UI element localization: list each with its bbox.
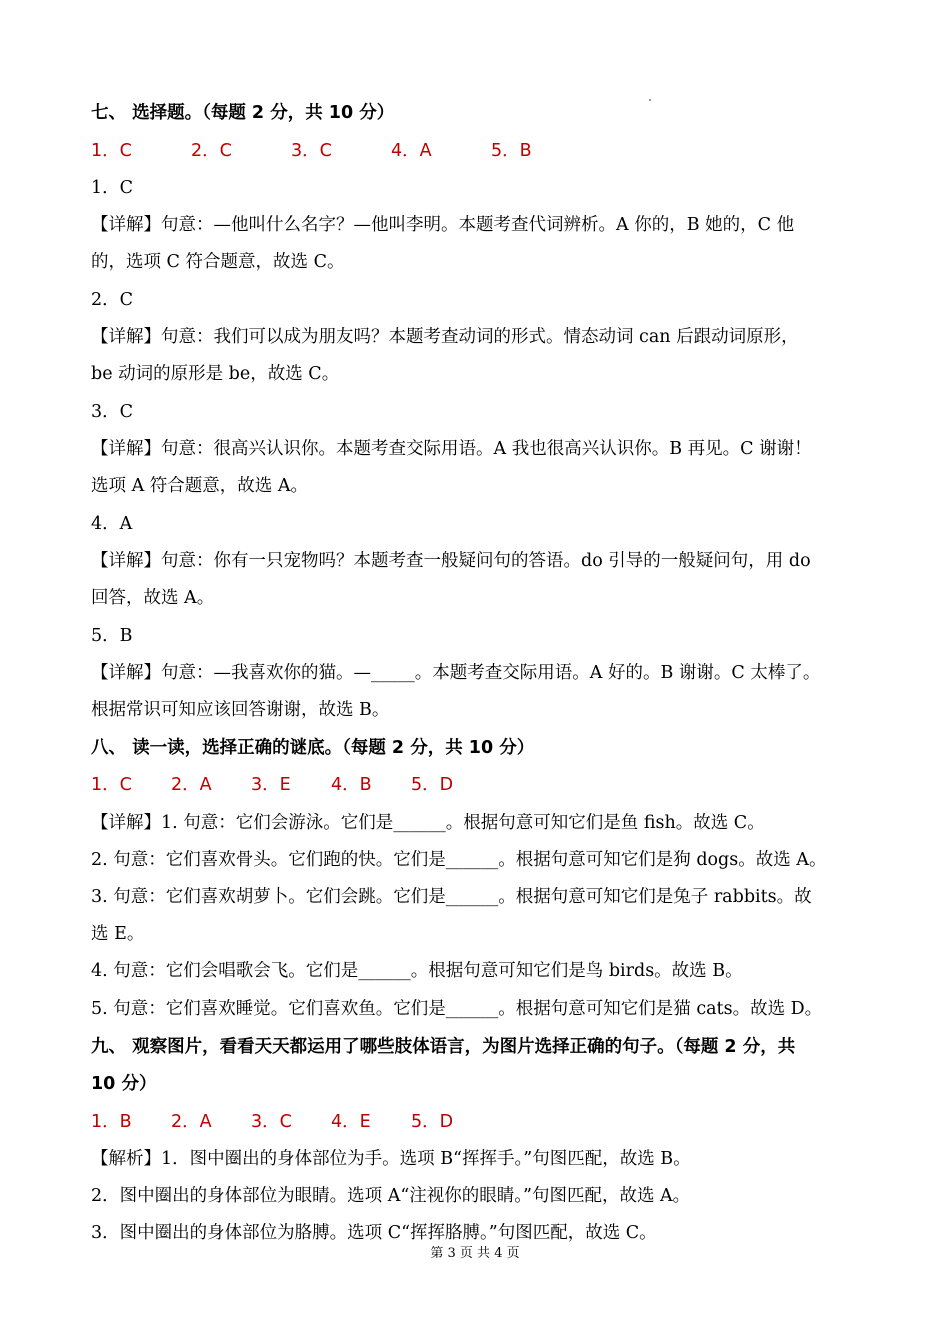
explanation-line: 回答，故选 A。	[91, 588, 215, 608]
section-8-answer-key	[91, 773, 864, 797]
section-7-answer-key	[91, 139, 864, 163]
answer: 1．B	[91, 1112, 132, 1132]
explanation-line: 5. 句意：它们喜欢睡觉。它们喜欢鱼。它们是______。根据句意可知它们是猫 cats。故选 D。	[91, 999, 823, 1019]
answer: 2．A	[171, 775, 212, 795]
explanation-line: 【详解】句意：—我喜欢你的猫。—_____。本题考查交际用语。A 好的。B 谢谢。C 太棒了。	[91, 663, 821, 683]
explanation-line: 【详解】句意：你有一只宠物吗？本题考查一般疑问句的答语。do 引导的一般疑问句，用 do	[91, 551, 811, 571]
explanation-line: 【详解】句意：—他叫什么名字？—他叫李明。本题考查代词辨析。A 你的，B 她的，C 他	[91, 215, 795, 235]
explanation-line: 【详解】句意：很高兴认识你。本题考查交际用语。A 我也很高兴认识你。B 再见。C 谢谢！	[91, 439, 812, 459]
section-8-heading: 八、 读一读，选择正确的谜底。（每题 2 分，共 10 分）	[91, 738, 535, 758]
section-9-heading: 九、 观察图片，看看天天都运用了哪些肢体语言，为图片选择正确的句子。（每题 2 分，共	[91, 1037, 796, 1057]
answer: 4．A	[391, 141, 432, 161]
answer: 5．D	[411, 775, 454, 795]
explanation-line: 4. 句意：它们会唱歌会飞。它们是______。根据句意可知它们是鸟 birds。故选 B。	[91, 961, 743, 981]
explanation-line: 3．图中圈出的身体部位为胳膊。选项 C“挥挥胳膊。”句图匹配，故选 C。	[91, 1223, 657, 1243]
explanation-line: 选 E。	[91, 924, 145, 944]
item-number: 2．C	[91, 290, 134, 310]
explanation-line: 3. 句意：它们喜欢胡萝卜。它们会跳。它们是______。根据句意可知它们是兔子 rabbits。故	[91, 887, 812, 907]
section-9-answer-key	[91, 1110, 864, 1134]
answer: 5．D	[411, 1112, 454, 1132]
answer: 5．B	[491, 141, 532, 161]
answer: 3．C	[251, 1112, 292, 1132]
section-7-heading: 七、 选择题。（每题 2 分，共 10 分）	[91, 103, 395, 123]
answer: 1．C	[91, 141, 132, 161]
section-9-heading-cont: 10 分）	[91, 1074, 157, 1094]
answer: 4．B	[331, 775, 372, 795]
page-footer: 第 3 页 共 4 页	[430, 1246, 520, 1261]
explanation-line: 选项 A 符合题意，故选 A。	[91, 476, 308, 496]
answer: 4．E	[331, 1112, 371, 1132]
answer: 1．C	[91, 775, 132, 795]
answer: 2．A	[171, 1112, 212, 1132]
answer: 2．C	[191, 141, 232, 161]
item-number: 5．B	[91, 626, 133, 646]
explanation-line: 【详解】1. 句意：它们会游泳。它们是______。根据句意可知它们是鱼 fish。故选 C。	[91, 813, 765, 833]
answer: 3．E	[251, 775, 291, 795]
item-number: 1．C	[91, 178, 134, 198]
explanation-line: 【详解】句意：我们可以成为朋友吗？本题考查动词的形式。情态动词 can 后跟动词原形，	[91, 327, 799, 347]
explanation-line: 2. 句意：它们喜欢骨头。它们跑的快。它们是______。根据句意可知它们是狗 dogs。故选 A。	[91, 850, 827, 870]
explanation-line: 根据常识可知应该回答谢谢，故选 B。	[91, 700, 390, 720]
explanation-line: 的，选项 C 符合题意，故选 C。	[91, 252, 345, 272]
explanation-line: 2．图中圈出的身体部位为眼睛。选项 A“注视你的眼睛。”句图匹配，故选 A。	[91, 1186, 691, 1206]
item-number: 3．C	[91, 402, 134, 422]
item-number: 4．A	[91, 514, 133, 534]
answer: 3．C	[291, 141, 332, 161]
explanation-line: 【解析】1．图中圈出的身体部位为手。选项 B“挥挥手。”句图匹配，故选 B。	[91, 1149, 691, 1169]
explanation-line: be 动词的原形是 be，故选 C。	[91, 364, 340, 384]
